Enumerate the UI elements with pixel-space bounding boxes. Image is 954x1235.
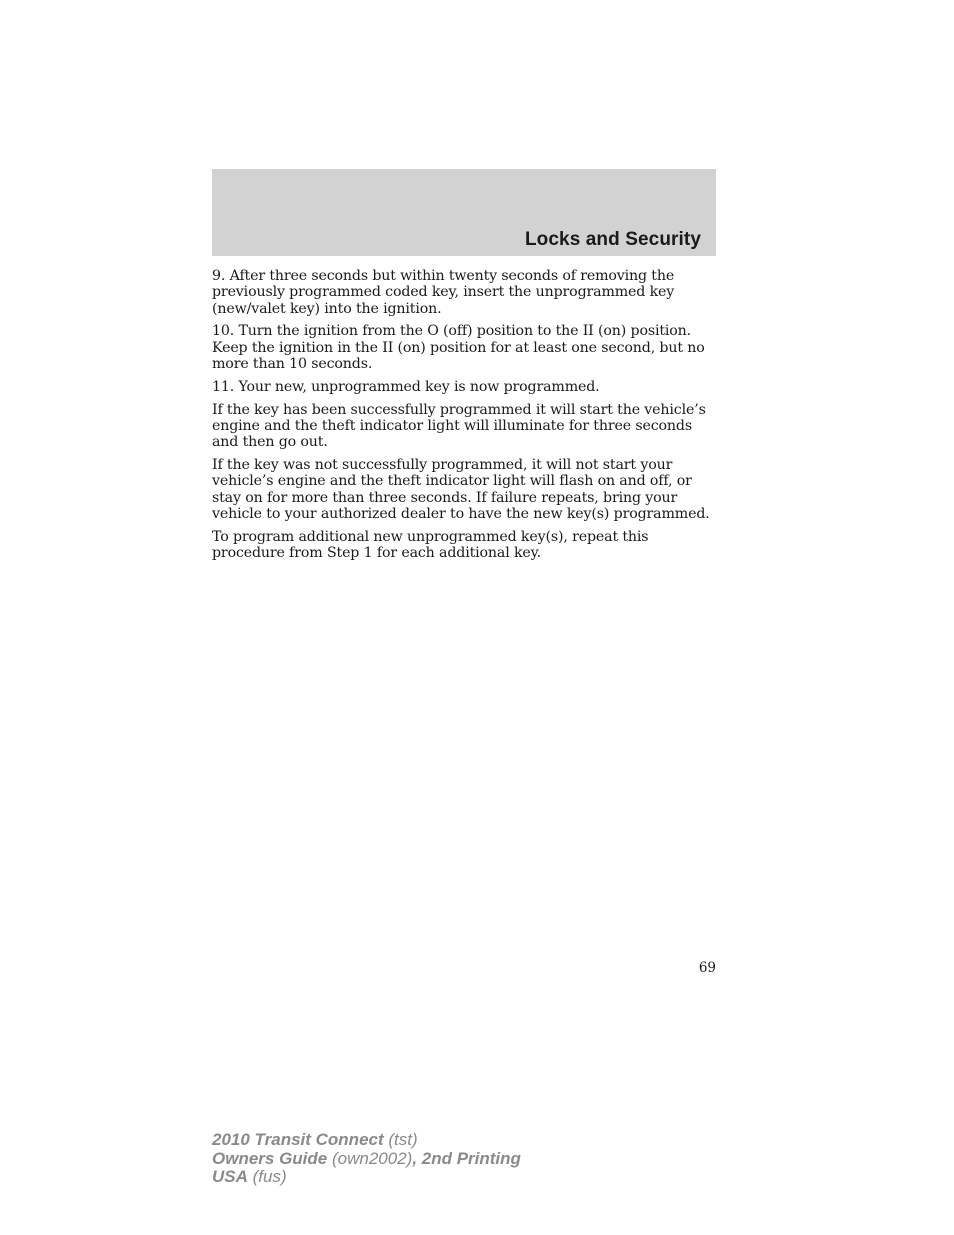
footer-model-code: (tst) xyxy=(383,1130,418,1149)
footer-market: USA xyxy=(212,1167,248,1186)
footer-line-2 xyxy=(212,1150,521,1169)
step-11-paragraph: 11. Your new, unprogrammed key is now programmed. xyxy=(212,378,600,395)
footer-printing: , 2nd Printing xyxy=(412,1148,521,1168)
footer-guide: Owners Guide xyxy=(212,1148,328,1168)
additional-keys-paragraph: To program additional new unprogrammed key(s), repeat this procedure from Step 1 for each additional key. xyxy=(212,528,649,561)
page-number: 69 xyxy=(698,960,716,976)
document-footer xyxy=(212,1131,521,1187)
section-header-band xyxy=(212,169,716,256)
success-paragraph: If the key has been successfully programmed it will start the vehicle’s engine and the theft indicator light will illuminate for three seconds and then go out. xyxy=(212,401,706,451)
section-title: Locks and Security xyxy=(524,229,701,250)
body-content xyxy=(212,268,716,568)
footer-line-1 xyxy=(212,1131,521,1150)
footer-line-3 xyxy=(212,1168,521,1187)
step-9-paragraph: 9. After three seconds but within twenty seconds of removing the previously programmed coded key, insert the unprogrammed key (new/valet key) into the ignition. xyxy=(212,268,675,317)
step-10-paragraph: 10. Turn the ignition from the O (off) position to the II (on) position. Keep the ignition in the II (on) position for at least one second, but no more than 10 seconds. xyxy=(212,323,705,372)
failure-paragraph: If the key was not successfully programmed, it will not start your vehicle’s engine and the theft indicator light will flash on and off, or stay on for more than three seconds. If failure repeats, bring your vehicle to your authorized dealer to have the new key(s) programmed. xyxy=(212,456,710,522)
footer-model: 2010 Transit Connect xyxy=(212,1130,384,1149)
footer-market-code: (fus) xyxy=(247,1167,287,1186)
footer-guide-code: (own2002) xyxy=(327,1148,413,1168)
